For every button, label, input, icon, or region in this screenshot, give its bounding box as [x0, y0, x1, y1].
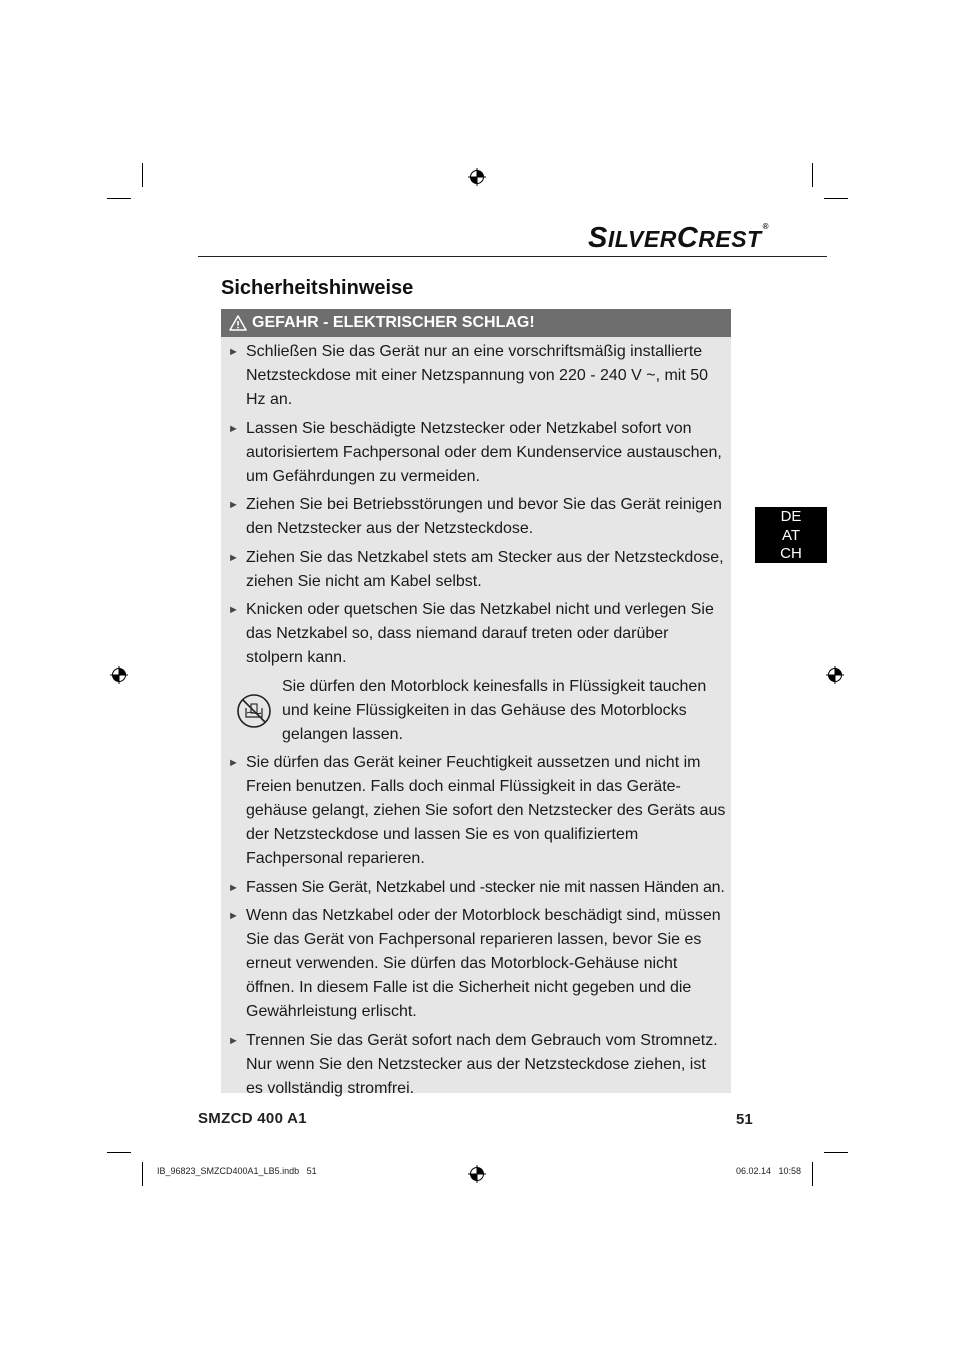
list-item: ► Knicken oder quetschen Sie das Netzkabel nicht und verlegen Sie das Netzkabel so, dass niemand darauf treten oder darüber stolpern kann.	[228, 598, 726, 670]
print-slug-file: IB_96823_SMZCD400A1_LB5.indb 51	[157, 1166, 317, 1176]
arrow-bullet-icon: ►	[228, 551, 239, 564]
crop-mark	[107, 198, 131, 199]
crop-mark	[812, 163, 813, 187]
crop-mark	[142, 163, 143, 187]
brand-logo: SILVERCREST®	[588, 222, 770, 254]
arrow-bullet-icon: ►	[228, 422, 239, 435]
list-item: ► Ziehen Sie das Netzkabel stets am Stecker aus der Netzsteckdose, ziehen Sie nicht am Kabel selbst.	[228, 546, 726, 594]
arrow-bullet-icon: ►	[228, 604, 239, 616]
registration-mark-icon	[826, 666, 844, 684]
page-number: 51	[736, 1111, 753, 1128]
header-rule	[198, 256, 827, 257]
arrow-bullet-icon: ►	[228, 910, 239, 922]
list-item: ► Lassen Sie beschädigte Netzstecker oder Netzkabel sofort von autorisiertem Fachpersonal oder dem Kundenservice austauschen, um Gefährdungen zu vermeiden.	[228, 417, 726, 489]
country-tab	[755, 507, 827, 563]
crop-mark	[824, 1152, 848, 1153]
registration-mark-icon	[110, 666, 128, 684]
arrow-bullet-icon: ►	[228, 346, 239, 358]
list-item: ► Wenn das Netzkabel oder der Motorblock beschädigt sind, müssen Sie das Gerät von Fachpersonal reparieren lassen, bevor Sie es erneut verwenden. Sie dürfen das Motorblock-Gehäuse nicht öffnen. In diesem Falle ist die Sicherheit nicht gegeben und die Gewährleistung erlischt.	[228, 904, 726, 1024]
country-code: AT	[781, 526, 801, 544]
crop-mark	[142, 1162, 143, 1186]
country-code: CH	[780, 545, 802, 562]
immersion-note: Sie dürfen den Motorblock keinesfalls in Flüssigkeit tauchen und keine Flüssigkeiten in das Gehäuse des Motorblocks gelangen lassen.	[228, 675, 726, 747]
arrow-bullet-icon: ►	[228, 499, 239, 511]
list-item: ► Ziehen Sie bei Betriebsstörungen und bevor Sie das Gerät reinigen den Netzstecker aus der Netzsteckdose.	[228, 493, 726, 541]
print-slug-date: 06.02.14 10:58	[736, 1166, 802, 1176]
list-item: ► Sie dürfen das Gerät keiner Feuchtigkeit aussetzen und nicht im Freien benutzen. Falls doch einmal Flüssigkeit in das Gerätegehäuse gelangt, ziehen Sie sofort den Netzstecker des Geräts aus der Netzsteckdose und lassen Sie es von qualifiziertem Fachpersonal reparieren.	[228, 751, 726, 871]
footer-model: SMZCD 400 A1	[198, 1110, 307, 1127]
registration-mark-icon	[468, 168, 486, 186]
warning-triangle-icon	[229, 315, 247, 331]
arrow-bullet-icon: ►	[228, 757, 239, 769]
warning-header	[221, 309, 731, 337]
crop-mark	[824, 198, 848, 199]
list-item: ► Fassen Sie Gerät, Netzkabel und -stecker nie mit nassen Händen an.	[228, 876, 726, 900]
country-code: DE	[780, 508, 802, 525]
no-immersion-icon	[236, 693, 272, 729]
crop-mark	[812, 1162, 813, 1186]
page-title: Sicherheitshinweise	[221, 277, 414, 299]
list-item: ► Trennen Sie das Gerät sofort nach dem Gebrauch vom Stromnetz. Nur wenn Sie den Netzstecker aus der Netzsteckdose ziehen, ist es vollständig stromfrei.	[228, 1029, 726, 1101]
warning-label: GEFAHR - ELEKTRISCHER SCHLAG!	[252, 314, 535, 331]
safety-list	[228, 340, 726, 1105]
registration-mark-icon	[468, 1165, 486, 1183]
list-item: ► Schließen Sie das Gerät nur an eine vorschriftsmäßig installierte Netzsteckdose mit einer Netzspannung von 220 - 240 V ~, mit 50 Hz an.	[228, 340, 726, 412]
crop-mark	[107, 1152, 131, 1153]
arrow-bullet-icon: ►	[228, 881, 239, 894]
arrow-bullet-icon: ►	[228, 1034, 239, 1047]
